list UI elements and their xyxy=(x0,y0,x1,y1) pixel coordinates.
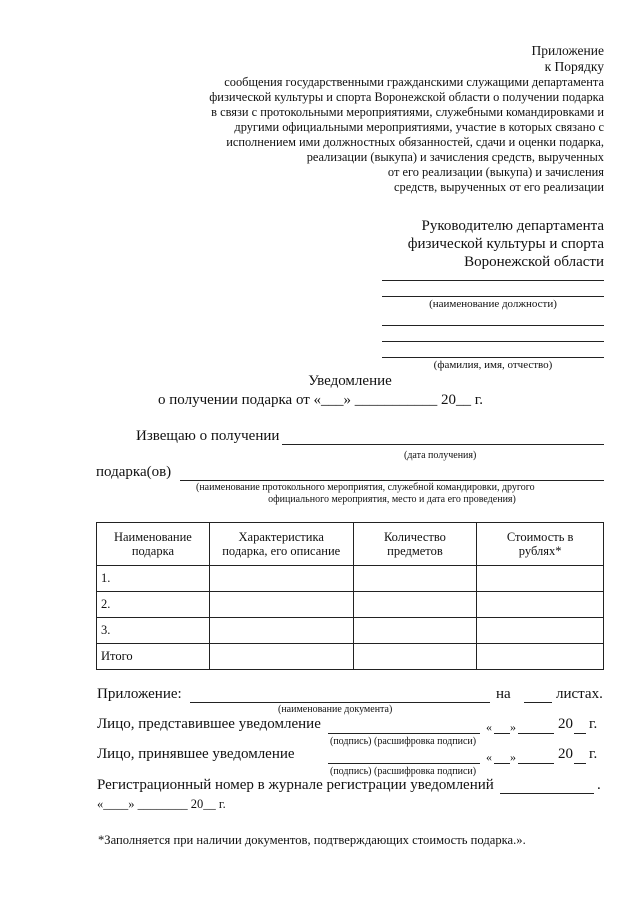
addressee-line: Руководителю департамента xyxy=(421,218,604,234)
table-cell[interactable] xyxy=(353,618,477,644)
accepted-day-field[interactable] xyxy=(494,763,510,764)
regnum-field[interactable] xyxy=(500,793,594,794)
header-cost: Стоимость в рублях* xyxy=(477,523,604,566)
presented-day-field[interactable] xyxy=(494,733,510,734)
accepted-year: 20 xyxy=(558,746,573,762)
table-cell[interactable]: 3. xyxy=(97,618,210,644)
appendix-line: в связи с протокольными мероприятиями, служебными командировками и xyxy=(211,105,604,119)
position-line-2[interactable] xyxy=(382,296,604,297)
accepted-label: Лицо, принявшее уведомление xyxy=(97,746,295,762)
regnum-date: «____» ________ 20__ г. xyxy=(97,797,226,811)
table-row xyxy=(97,566,604,592)
position-line-1[interactable] xyxy=(382,280,604,281)
name-caption: (фамилия, имя, отчество) xyxy=(433,359,553,371)
table-cell[interactable] xyxy=(477,618,604,644)
presented-month-field[interactable] xyxy=(518,733,554,734)
table-cell[interactable] xyxy=(209,566,353,592)
appendix-line: физической культуры и спорта Воронежской области о получении подарка xyxy=(209,90,604,104)
table-cell[interactable]: 1. xyxy=(97,566,210,592)
table-header-row xyxy=(97,523,604,566)
event-caption-1: (наименование протокольного мероприятия, служебной командировки, другого xyxy=(196,482,535,493)
presented-label: Лицо, представившее уведомление xyxy=(97,716,321,732)
appendix-line: другими официальными мероприятиями, участие в которых связано с xyxy=(234,120,604,134)
table-row xyxy=(97,592,604,618)
table-cell[interactable] xyxy=(353,566,477,592)
regnum-label: Регистрационный номер в журнале регистрации уведомлений xyxy=(97,777,494,793)
presented-year-field[interactable] xyxy=(574,733,586,734)
header-quantity: Количество предметов xyxy=(353,523,477,566)
accepted-date-open: « xyxy=(486,750,492,764)
event-field[interactable] xyxy=(180,480,604,481)
presented-date-close: » xyxy=(510,720,516,734)
name-line-2[interactable] xyxy=(382,341,604,342)
table-total-row xyxy=(97,644,604,670)
header-name: Наименование подарка xyxy=(97,523,210,566)
gifts-label: подарка(ов) xyxy=(96,464,172,480)
presented-signature-caption: (подпись) (расшифровка подписи) xyxy=(330,736,477,747)
appendix-line: к Порядку xyxy=(544,59,604,74)
table-cell[interactable] xyxy=(353,644,477,670)
accepted-year-field[interactable] xyxy=(574,763,586,764)
appendix-line: реализации (выкупа) и зачисления средств, вырученных xyxy=(306,150,604,164)
attachment-sheets-field[interactable] xyxy=(524,702,552,703)
gifts-table xyxy=(96,522,604,670)
attachment-doc-field[interactable] xyxy=(190,702,490,703)
table-row xyxy=(97,618,604,644)
appendix-line: сообщения государственными гражданскими служащими департамента xyxy=(224,75,604,89)
appendix-line: исполнением ими должностных обязанностей, сдачи и оценки подарка, xyxy=(226,135,604,149)
accepted-signature-field[interactable] xyxy=(328,763,480,764)
addressee-line: Воронежской области xyxy=(464,254,604,270)
presented-year: 20 xyxy=(558,716,573,732)
footnote: *Заполняется при наличии документов, подтверждающих стоимость подарка.». xyxy=(98,833,526,847)
table-cell[interactable]: Итого xyxy=(97,644,210,670)
receipt-date-field[interactable] xyxy=(282,444,604,445)
appendix-line: средств, вырученных от его реализации xyxy=(394,180,604,194)
table-cell[interactable] xyxy=(353,592,477,618)
presented-signature-field[interactable] xyxy=(328,733,480,734)
header-description: Характеристика подарка, его описание xyxy=(209,523,353,566)
attachment-sheets: листах. xyxy=(556,686,603,702)
notice-title: Уведомление xyxy=(308,373,392,389)
addressee-line: физической культуры и спорта xyxy=(407,236,604,252)
table-cell[interactable] xyxy=(209,592,353,618)
accepted-signature-caption: (подпись) (расшифровка подписи) xyxy=(330,766,477,777)
accepted-year-suffix: г. xyxy=(589,746,598,762)
regnum-end: . xyxy=(597,777,601,793)
accepted-month-field[interactable] xyxy=(518,763,554,764)
notice-subtitle: о получении подарка от «___» ___________ 20__ г. xyxy=(158,392,484,408)
presented-date-open: « xyxy=(486,720,492,734)
table-cell[interactable] xyxy=(477,566,604,592)
notify-label: Извещаю о получении xyxy=(136,428,280,444)
table-cell[interactable] xyxy=(209,618,353,644)
appendix-line: Приложение xyxy=(531,43,604,58)
table-cell[interactable] xyxy=(209,644,353,670)
position-caption: (наименование должности) xyxy=(429,298,557,310)
attachment-label: Приложение: xyxy=(97,686,182,702)
table-cell[interactable]: 2. xyxy=(97,592,210,618)
appendix-line: от его реализации (выкупа) и зачисления xyxy=(387,165,604,179)
table-cell[interactable] xyxy=(477,592,604,618)
attachment-on: на xyxy=(496,686,511,702)
receipt-date-caption: (дата получения) xyxy=(404,450,477,461)
attachment-caption: (наименование документа) xyxy=(278,704,393,715)
name-line-3[interactable] xyxy=(382,357,604,358)
table-cell[interactable] xyxy=(477,644,604,670)
name-line-1[interactable] xyxy=(382,325,604,326)
accepted-date-close: » xyxy=(510,750,516,764)
event-caption-2: официального мероприятия, место и дата его проведения) xyxy=(268,494,516,505)
presented-year-suffix: г. xyxy=(589,716,598,732)
